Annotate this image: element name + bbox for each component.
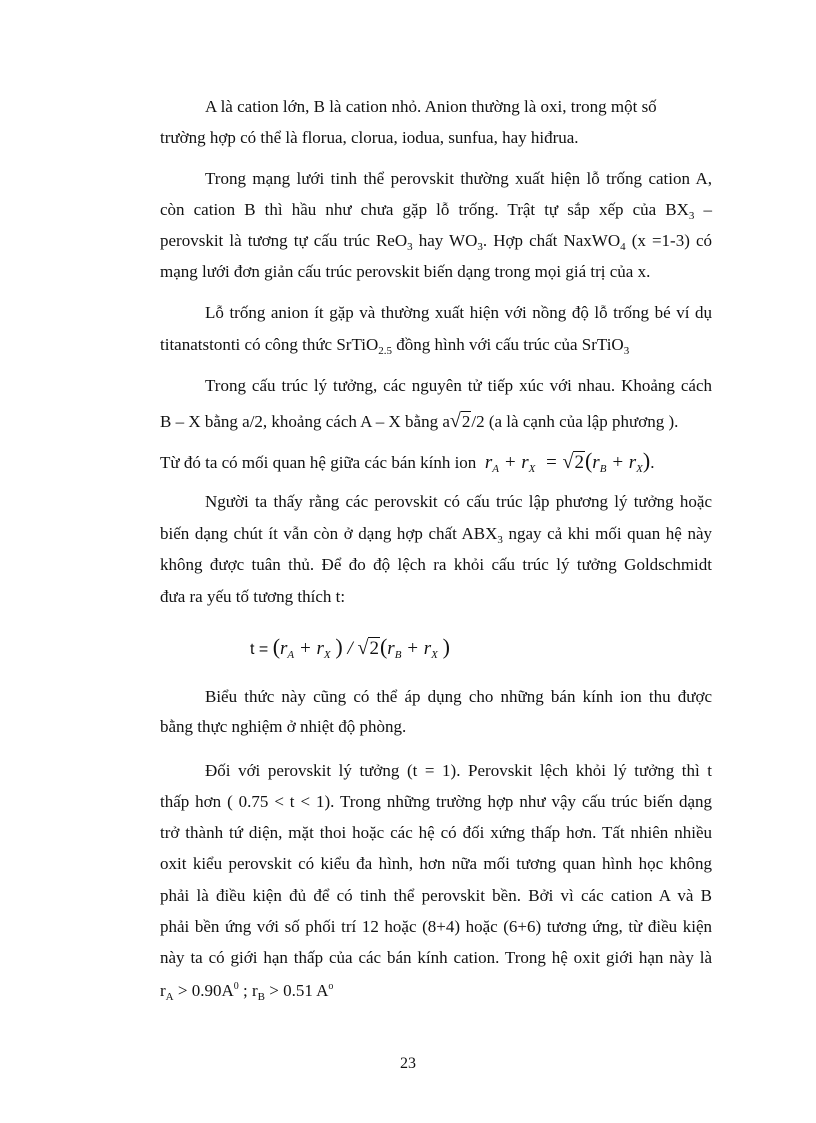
subscript: 2.5 [378, 345, 392, 357]
text: – [694, 200, 713, 219]
text: /2 (a là cạnh của lập phương ). [471, 412, 679, 431]
paragraph-1-line-1 [205, 96, 712, 118]
text: . Hợp chất NaxWO [482, 231, 621, 250]
subscript: 3 [623, 345, 630, 357]
paragraph-2-line-1 [205, 168, 712, 190]
subscript: A [165, 991, 174, 1003]
text: đồng hình với cấu trúc của SrTiO [392, 335, 624, 354]
paragraph-7-line-1 [205, 760, 712, 782]
text: B – X bằng a/2, khoảng cách A – X bằng a [160, 412, 450, 431]
text: Biểu thức này cũng có thể áp dụng cho những bán kính ion thu được [205, 687, 712, 706]
text: mạng lưới đơn giản cấu trúc perovskit biến dạng trong mọi giá trị của x. [160, 262, 651, 281]
paragraph-7-line-3 [160, 822, 712, 844]
text: A là cation lớn, B là cation nhỏ. Anion thường là oxi, trong một số [205, 97, 657, 116]
subscript: 3 [407, 241, 413, 253]
sqrt-2: √2 [449, 410, 471, 432]
paragraph-5-line-4 [160, 586, 712, 608]
text: còn cation B thì hầu như chưa gặp lỗ trống. Trật tự sắp xếp của BX [160, 200, 689, 219]
paragraph-4-line-3: Từ đó ta có mối quan hệ giữa các bán kính ion $r_A + r_X = √2(r_B + r_X)$. [160, 448, 655, 475]
formula-prefix: t = [250, 641, 273, 658]
superscript: 0 [233, 981, 239, 992]
text: phải là điều kiện đủ để có tinh thể perovskit bền. Bởi vì các cation A và B [160, 886, 712, 905]
paragraph-7-line-5 [160, 885, 712, 907]
paragraph-5-line-3 [160, 554, 712, 576]
text: này ta có giới hạn thấp của các bán kính cation. Trong hệ oxit giới hạn này là [160, 948, 712, 967]
paragraph-7-line-2 [160, 791, 712, 813]
paragraph-2-line-2 [160, 199, 712, 221]
subscript: B [257, 991, 265, 1003]
text: đưa ra yếu tố tương thích t: [160, 587, 346, 606]
ion-radius-relation: $r_A + r_X = √2(r_B + r_X)$ [484, 448, 651, 475]
text: > 0.51 A [264, 981, 329, 1000]
text: titanatstonti có công thức SrTiO [160, 335, 379, 354]
paragraph-7-line-7 [160, 947, 712, 969]
text: oxit kiểu perovskit có kiểu đa hình, hơn nữa mối tương quan hình học không [160, 854, 712, 873]
text: không được tuân thủ. Để đo độ lệch ra khỏi cấu trúc lý tưởng Goldschmidt [160, 555, 712, 574]
text: Từ đó ta có mối quan hệ giữa các bán kính ion [160, 453, 477, 472]
text: ngay cả khi mối quan hệ này [502, 524, 712, 543]
paragraph-6-line-2 [160, 716, 712, 738]
subscript: 3 [497, 534, 503, 546]
text: Trong mạng lưới tinh thể perovskit thường xuất hiện lỗ trống cation A, [205, 169, 712, 188]
text: (x =1-3) có [625, 231, 713, 250]
paragraph-7-line-4 [160, 853, 712, 875]
text: Lỗ trống anion ít gặp và thường xuất hiện với nồng độ lỗ trống bé ví dụ [205, 303, 712, 322]
text: trở thành tứ diện, mặt thoi hoặc các hệ có đối xứng thấp hơn. Tất nhiên nhiều [160, 823, 712, 842]
paragraph-4-line-2 [160, 410, 712, 433]
page-number: 23 [400, 1055, 416, 1072]
text: Người ta thấy rằng các perovskit có cấu trúc lập phương lý tưởng hoặc [205, 492, 712, 511]
paragraph-3-line-1 [205, 302, 712, 324]
text: biến dạng chút ít vẫn còn ở dạng hợp chất ABX [160, 524, 498, 543]
text: > 0.90A [173, 981, 234, 1000]
text: Trong cấu trúc lý tưởng, các nguyên tử tiếp xúc với nhau. Khoảng cách [205, 376, 712, 395]
text: trường hợp có thể là florua, clorua, iodua, sunfua, hay hiđrua. [160, 128, 579, 147]
text: ; r [238, 981, 258, 1000]
paragraph-5-line-1 [205, 491, 712, 513]
goldschmidt-formula: $t = (r_A + r_X$ ) / $√2(r_B + r_X$ ) [250, 634, 450, 661]
superscript: o [328, 981, 334, 992]
paragraph-4-line-1 [205, 375, 712, 397]
paragraph-3-line-2 [160, 334, 712, 356]
paragraph-7-line-6 [160, 916, 712, 938]
text: Đối với perovskit lý tưởng (t = 1). Perovskit lệch khỏi lý tưởng thì t [205, 761, 712, 780]
subscript: 3 [688, 210, 695, 222]
subscript: 3 [477, 241, 483, 253]
text: hay WO [412, 231, 478, 250]
paragraph-5-line-2 [160, 523, 712, 545]
paragraph-7-line-8 [160, 980, 712, 1002]
text: perovskit là tương tự cấu trúc ReO [160, 231, 408, 250]
paragraph-1-line-2 [160, 127, 712, 149]
text: thấp hơn ( 0.75 < t < 1). Trong những trường hợp như vậy cấu trúc biến dạng [160, 792, 712, 811]
subscript: 4 [620, 241, 626, 253]
paragraph-6-line-1 [205, 686, 712, 708]
radicand: 2 [461, 412, 471, 431]
text: r [160, 981, 166, 1000]
text: phải bền ứng với số phối trí 12 hoặc (8+4) hoặc (6+6) tương ứng, từ điều kiện [160, 917, 712, 936]
text: bằng thực nghiệm ở nhiệt độ phòng. [160, 717, 407, 736]
paragraph-2-line-4 [160, 261, 712, 283]
paragraph-2-line-3 [160, 230, 712, 252]
